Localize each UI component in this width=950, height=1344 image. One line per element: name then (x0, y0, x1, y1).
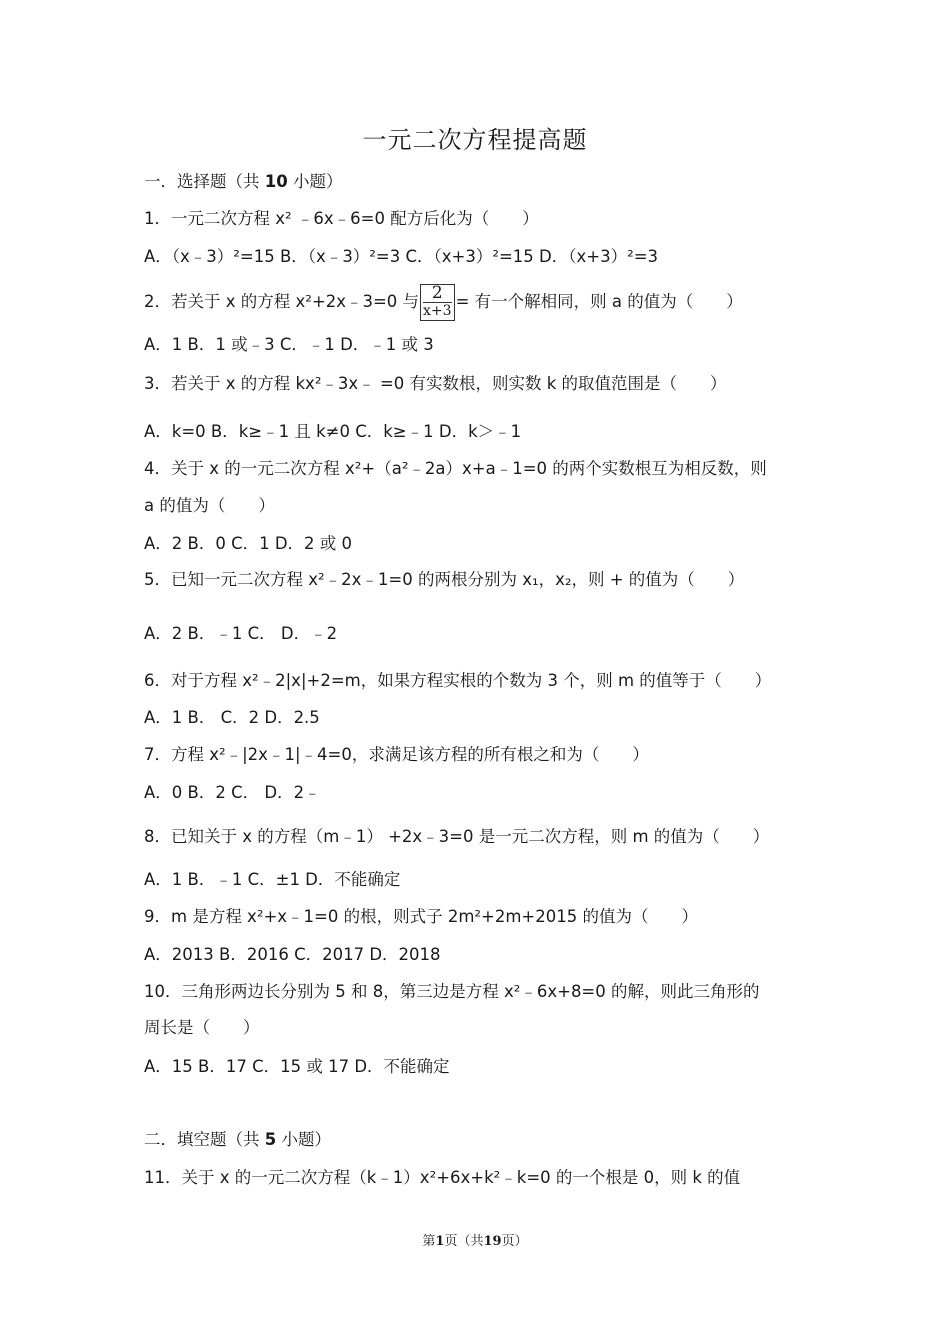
question-6: 6．对于方程 x²﹣2|x|+2=m，如果方程实根的个数为 3 个，则 m 的值等于（ ） (144, 671, 772, 690)
question-6-options: A．1 B． C．2 D．2.5 (144, 708, 320, 727)
fraction-numerator: 2 (423, 285, 452, 303)
section-heading-fill (144, 1128, 814, 1152)
question-4-options: A．2 B．0 C．1 D．2 或 0 (144, 534, 353, 553)
section-suffix: 小题） (276, 1130, 331, 1149)
question-9: 9．m 是方程 x²+x﹣1=0 的根，则式子 2m²+2m+2015 的值为（ ） (144, 907, 698, 926)
section-count: 10 (264, 172, 288, 191)
section-suffix: 小题） (287, 172, 343, 191)
question-7: 7．方程 x²﹣|2x﹣1|﹣4=0，求满足该方程的所有根之和为（ ） (144, 745, 649, 764)
section-heading-choice (144, 170, 814, 194)
fraction-image (420, 284, 455, 321)
document-title: 一元二次方程提高题 (362, 126, 588, 154)
question-4-line-1: 4．关于 x 的一元二次方程 x²+（a²﹣2a）x+a﹣1=0 的两个实数根互为相反数，则 (144, 459, 767, 478)
footer-page-number: 1 (435, 1234, 445, 1249)
section-prefix: 一．选择题（共 (144, 172, 265, 191)
footer-prefix: 第 (422, 1234, 436, 1249)
question-3: 3．若关于 x 的方程 kx²﹣3x﹣ =0 有实数根，则实数 k 的取值范围是（ ） (144, 374, 727, 393)
question-1: 1．一元二次方程 x² ﹣6x﹣6=0 配方后化为（ ） (144, 209, 539, 228)
question-2 (144, 284, 814, 321)
question-2-text-a: 2．若关于 x 的方程 x²+2x﹣3=0 与 (144, 292, 420, 311)
section-count: 5 (264, 1130, 277, 1149)
question-9-options: A．2013 B．2016 C．2017 D．2018 (144, 945, 441, 964)
question-1-options: A．（x﹣3）²=15 B．（x﹣3）²=3 C．（x+3）²=15 D．（x+3）²=3 (144, 247, 659, 266)
question-10-options: A．15 B．17 C．15 或 17 D．不能确定 (144, 1057, 450, 1076)
fraction-denominator: x+3 (423, 303, 452, 319)
question-2-options: A．1 B．1 或﹣3 C．﹣1 D．﹣1 或 3 (144, 335, 434, 354)
page-footer (0, 1230, 950, 1249)
question-2-text-b: = 有一个解相同，则 a 的值为（ ） (455, 292, 743, 311)
question-3-options: A．k=0 B．k≥﹣1 且 k≠0 C．k≥﹣1 D．k＞﹣1 (144, 422, 522, 441)
footer-mid: 页（共 (444, 1234, 484, 1249)
question-11: 11．关于 x 的一元二次方程（k﹣1）x²+6x+k²﹣k=0 的一个根是 0，则 k 的值 (144, 1168, 741, 1187)
question-8: 8．已知关于 x 的方程（m﹣1） +2x﹣3=0 是一元二次方程，则 m 的值为（ ） (144, 827, 770, 846)
question-7-options: A．0 B．2 C． D．2﹣ (144, 783, 321, 802)
question-5-options: A．2 B．﹣1 C． D．﹣2 (144, 624, 338, 643)
question-10-line-2: 周长是（ ） (144, 1018, 260, 1037)
question-10-line-1: 10．三角形两边长分别为 5 和 8，第三边是方程 x²﹣6x+8=0 的解，则此三角形的 (144, 982, 760, 1001)
section-prefix: 二．填空题（共 (144, 1130, 265, 1149)
footer-total-pages: 19 (483, 1234, 502, 1249)
footer-suffix: 页） (501, 1234, 528, 1249)
question-5: 5．已知一元二次方程 x²﹣2x﹣1=0 的两根分别为 x₁，x₂，则 + 的值为（ ） (144, 570, 745, 589)
question-8-options: A．1 B．﹣1 C．±1 D．不能确定 (144, 870, 401, 889)
question-4-line-2: a 的值为（ ） (144, 496, 275, 515)
